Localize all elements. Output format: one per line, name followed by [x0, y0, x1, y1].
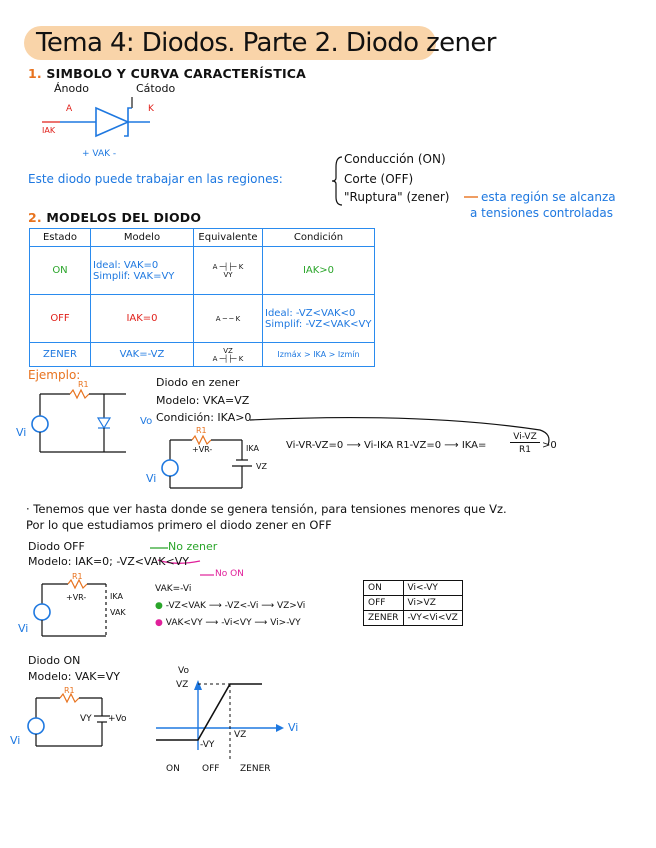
- condicion-off: Ideal: -VZ<VAK<0 Simplif: -VZ<VAK<VY: [263, 295, 375, 343]
- ex2-vi: Vi: [146, 472, 157, 485]
- states-summary-table: [363, 580, 463, 626]
- col-condicion: Condición: [263, 229, 375, 247]
- col-equivalente: Equivalente: [194, 229, 263, 247]
- equation-fraction-den: R1: [519, 445, 531, 455]
- equation-line: Vi-VR-VZ=0 ⟶ Vi-IKA R1-VZ=0 ⟶ IKA=: [286, 440, 487, 451]
- note-modelo: Modelo: VKA=VZ: [156, 394, 250, 407]
- on-r1: R1: [64, 686, 75, 695]
- modelo-zener: VAK=-VZ: [91, 343, 194, 367]
- graph-region-on: ON: [166, 764, 180, 774]
- table-row: [30, 343, 375, 367]
- graph-vz-x: VZ: [234, 730, 247, 740]
- col-estado: Estado: [30, 229, 91, 247]
- off-vr: +VR-: [66, 593, 87, 602]
- on-vi: Vi: [10, 734, 21, 747]
- anode-a-label: A: [66, 104, 73, 114]
- iak-label: IAK: [42, 126, 56, 135]
- off-vi: Vi: [18, 622, 29, 635]
- ex2-vr: +VR-: [192, 445, 213, 454]
- regions-intro: Este diodo puede trabajar en las regiones:: [28, 172, 283, 186]
- equation-gt-zero: >0: [542, 440, 557, 451]
- on-vo: +Vo: [108, 714, 127, 724]
- ruptura-note-line1: esta región se alcanza: [481, 190, 616, 204]
- example-circuit-2: [162, 436, 252, 488]
- section1-heading: 1. SIMBOLO Y CURVA CARACTERÍSTICA: [28, 66, 307, 81]
- off-vak-eq: VAK=-Vi: [155, 584, 192, 594]
- graph-neg-vy: -VY: [200, 740, 215, 750]
- models-table: [29, 228, 375, 367]
- col-modelo: Modelo: [91, 229, 194, 247]
- off-cond2: ● VAK<VY ⟶ -Vi<VY ⟶ Vi>-VY: [155, 618, 301, 628]
- estado-zener: ZENER: [30, 343, 91, 367]
- graph-vi-label: Vi: [288, 721, 299, 734]
- catodo-label: Cátodo: [136, 82, 176, 95]
- estado-on: ON: [30, 247, 91, 295]
- table-row: ON Vi<-VY: [364, 581, 463, 596]
- off-cond1: ● -VZ<VAK ⟶ -VZ<-Vi ⟶ VZ>Vi: [155, 601, 306, 611]
- graph-region-zener: ZENER: [240, 764, 271, 774]
- ruptura-note-line2: a tensiones controladas: [470, 206, 614, 220]
- off-circuit: [34, 580, 106, 636]
- note-diodo-zener: Diodo en zener: [156, 376, 240, 389]
- off-no-zener: No zener: [168, 540, 218, 553]
- ex1-vi: Vi: [16, 426, 27, 439]
- table-row: ZENER -VY<Vi<VZ: [364, 611, 463, 626]
- equiv-on: A ─┤├─ K VY: [194, 247, 263, 295]
- condicion-zener: Izmáx > IKA > Izmín: [263, 343, 375, 367]
- off-no-on: No ON: [215, 569, 244, 579]
- ex1-vo: Vo: [140, 416, 153, 427]
- equation-fraction-num: Vi-VZ: [510, 432, 540, 443]
- zener-symbol: [60, 97, 150, 136]
- page-title: Tema 4: Diodos. Parte 2. Diodo zener: [36, 28, 496, 58]
- equiv-zener: VZ A ─┤├─ K: [194, 343, 263, 367]
- on-circuit: [28, 694, 110, 746]
- region-ruptura: "Ruptura" (zener): [344, 190, 450, 204]
- table-row: [30, 295, 375, 343]
- off-model: Modelo: IAK=0; -VZ<VAK<VY: [28, 555, 189, 568]
- vak-label: + VAK -: [82, 149, 117, 159]
- modelo-on: Ideal: VAK=0 Simplif: VAK=VY: [91, 247, 194, 295]
- estado-off: OFF: [30, 295, 91, 343]
- off-r1: R1: [72, 572, 83, 581]
- equiv-off: A ─ ─ K: [194, 295, 263, 343]
- off-vak: VAK: [110, 608, 126, 617]
- off-ika: IKA: [110, 592, 123, 601]
- on-model: Modelo: VAK=VY: [28, 670, 120, 683]
- ex2-ika: IKA: [246, 444, 259, 453]
- text-line1: · Tenemos que ver hasta donde se genera tensión, para tensiones menores que Vz.: [26, 502, 507, 516]
- table-row: [30, 247, 375, 295]
- off-title: Diodo OFF: [28, 540, 85, 553]
- note-condicion: Condición: IKA>0: [156, 411, 252, 424]
- example-label: Ejemplo:: [28, 368, 81, 382]
- on-vy: VY: [80, 714, 92, 724]
- region-conduccion: Conducción (ON): [344, 152, 446, 166]
- ex2-vz: VZ: [256, 462, 267, 471]
- modelo-off: IAK=0: [91, 295, 194, 343]
- anodo-label: Ánodo: [54, 82, 89, 95]
- ex1-r1: R1: [78, 380, 89, 389]
- text-line2: Por lo que estudiamos primero el diodo zener en OFF: [26, 518, 332, 532]
- graph-vo-label: Vo: [178, 666, 189, 676]
- graph-region-off: OFF: [202, 764, 220, 774]
- graph-vz-label: VZ: [176, 680, 189, 690]
- cathode-k-label: K: [148, 104, 154, 114]
- on-title: Diodo ON: [28, 654, 81, 667]
- regions-brace: [332, 157, 342, 205]
- example-circuit-1: [32, 390, 126, 452]
- transfer-graph: [156, 680, 284, 762]
- region-corte: Corte (OFF): [344, 172, 414, 186]
- section2-heading: 2. MODELOS DEL DIODO: [28, 210, 202, 225]
- ex2-r1: R1: [196, 426, 207, 435]
- table-row: OFF Vi>VZ: [364, 596, 463, 611]
- condicion-on: IAK>0: [263, 247, 375, 295]
